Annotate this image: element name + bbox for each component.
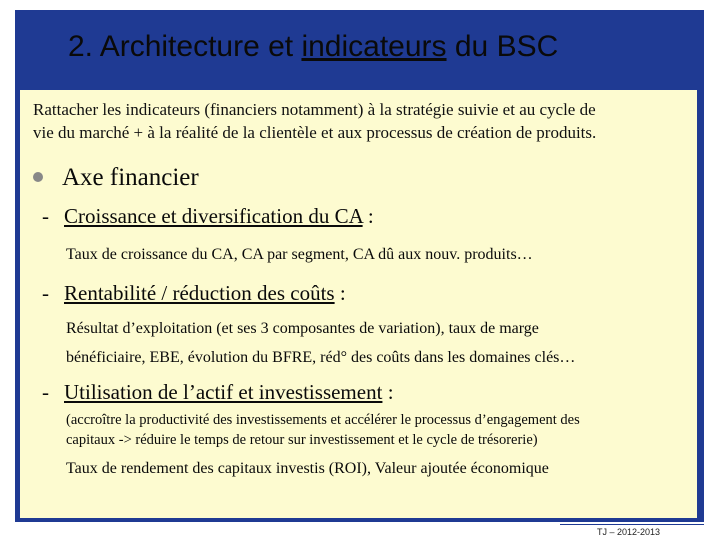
section-heading-suffix: : [334,281,346,305]
section-heading [64,281,346,306]
section-dash: - [42,204,49,228]
section-heading-text: Utilisation de l’actif et investissement [64,380,383,404]
section-dash: - [42,281,49,305]
section-heading-suffix: : [382,380,394,404]
title-prefix: 2. Architecture et [68,30,302,63]
title-suffix: du BSC [446,30,559,63]
section-heading [64,204,374,229]
slide-footer: TJ – 2012-2013 [597,527,661,537]
section-heading [64,380,394,405]
section-heading-text: Croissance et diversification du CA [64,204,363,228]
axis-heading: Axe financier [62,164,199,191]
section-dash: - [42,380,49,404]
bullet-dot-icon [33,172,43,182]
section-detail-line: Taux de rendement des capitaux investis (ROI), Valeur ajoutée économique [66,460,549,477]
section-note-line: capitaux -> réduire le temps de retour sur investissement et le cycle de trésorerie) [66,432,538,448]
section-heading-text: Rentabilité / réduction des coûts [64,281,335,305]
slide-title [68,32,558,62]
section-detail-line: Résultat d’exploitation (et ses 3 composantes de variation), taux de marge [66,320,539,337]
section-note-line: (accroître la productivité des investissements et accélérer le processus d’engagement des [66,412,580,428]
section-detail-line: Taux de croissance du CA, CA par segment, CA dû aux nouv. produits… [66,246,533,263]
section-heading-suffix: : [362,204,374,228]
section-detail-line: bénéficiaire, EBE, évolution du BFRE, réd° des coûts dans les domaines clés… [66,349,576,366]
intro-line: vie du marché + à la réalité de la clientèle et aux processus de création de produits. [33,123,597,142]
intro-paragraph [33,98,703,144]
intro-line: Rattacher les indicateurs (financiers notamment) à la stratégie suivie et au cycle de [33,100,596,119]
footer-divider [560,524,704,525]
title-underlined-word: indicateurs [301,30,447,63]
